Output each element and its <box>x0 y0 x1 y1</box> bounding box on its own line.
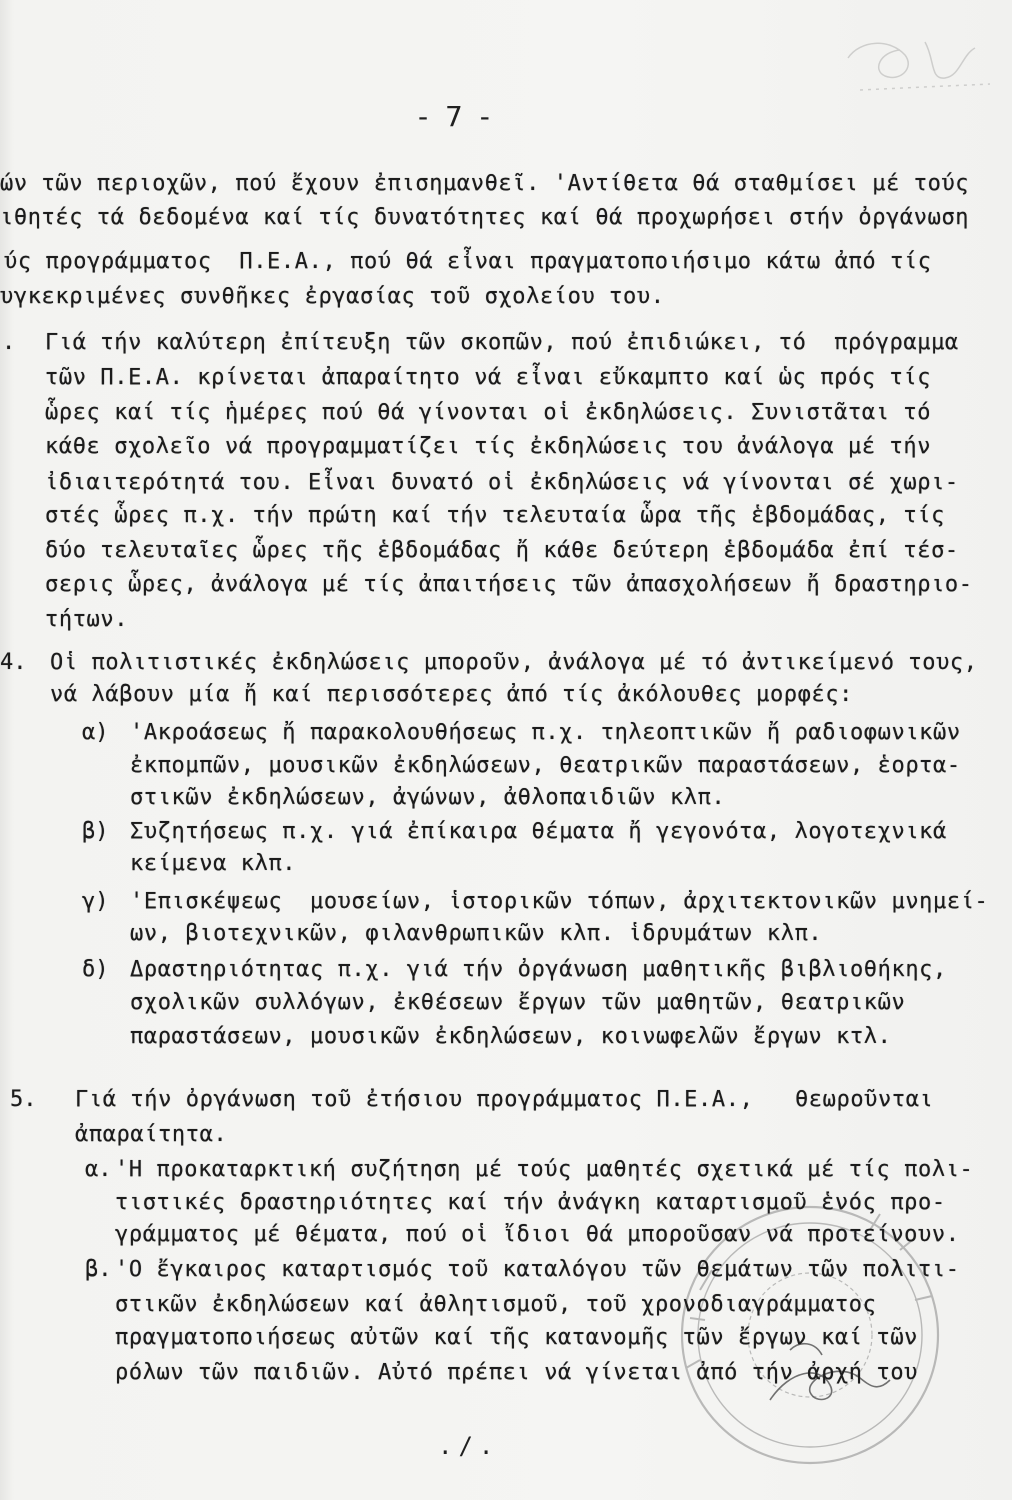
text-line: 'Επισκέψεως μουσείων, ἱστορικῶν τόπων, ἀρχιτεκτονικῶν μνημεί- <box>130 889 989 914</box>
text-line: υγκεκριμένες συνθῆκες ἐργασίας τοῦ σχολείου του. <box>0 284 665 309</box>
corner-handwritten-mark <box>848 42 990 90</box>
subitem-marker: β. <box>85 1257 112 1282</box>
subitem-marker: γ) <box>82 889 109 914</box>
item-marker: . <box>2 330 16 355</box>
text-line: ρόλων τῶν παιδιῶν. Αὐτό πρέπει νά γίνεται ἀπό τήν ἀρχή του <box>115 1360 919 1385</box>
text-line: ἰδιαιτερότητά του. Εἶναι δυνατό οἱ ἐκδηλώσεις νά γίνονται σέ χωρι- <box>45 470 959 495</box>
text-line: ιθητές τά δεδομένα καί τίς δυνατότητες καί θά προχωρήσει στήν ὀργάνωση <box>0 205 970 230</box>
text-line: στικῶν ἐκδηλώσεων καί ἀθλητισμοῦ, τοῦ χρονοδιαγράμματος <box>115 1292 877 1317</box>
item-marker: 4. <box>0 650 27 675</box>
text-line: γράμματος μέ θέματα, πού οἱ ἴδιοι θά μποροῦσαν νά προτείνουν. <box>115 1222 960 1247</box>
text-line: δύο τελευταῖες ὧρες τῆς ἑβδομάδας ἤ κάθε δεύτερη ἑβδομάδα ἐπί τέσ- <box>45 538 959 563</box>
text-line: σερις ὧρες, ἀνάλογα μέ τίς ἀπαιτήσεις τῶν ἀπασχολήσεων ἤ δραστηριο- <box>45 572 973 597</box>
text-line: ἀπαραίτητα. <box>75 1122 228 1147</box>
text-line: τήτων. <box>45 607 129 632</box>
text-line: ὧρες καί τίς ἡμέρες πού θά γίνονται οἱ ἐκδηλώσεις. Συνιστᾶται τό <box>45 400 932 425</box>
text-line: 'Η προκαταρκτική συζήτηση μέ τούς μαθητές σχετικά μέ τίς πολι- <box>115 1157 974 1182</box>
text-line: Οἱ πολιτιστικές ἐκδηλώσεις μποροῦν, ἀνάλογα μέ τό ἀντικείμενό τους, <box>50 650 978 675</box>
text-line: 'Ο ἔγκαιρος καταρτισμός τοῦ καταλόγου τῶν θεμάτων τῶν πολιτι- <box>115 1257 960 1282</box>
text-line: Συζητήσεως π.χ. γιά ἐπίκαιρα θέματα ἤ γεγονότα, λογοτεχνικά <box>130 819 947 844</box>
text-line: στικῶν ἐκδηλώσεων, ἀγώνων, ἀθλοπαιδιῶν κλπ. <box>130 785 726 810</box>
subitem-marker: α) <box>82 720 109 745</box>
text-line: ων, βιοτεχνικῶν, φιλανθρωπικῶν κλπ. ἱδρυμάτων κλπ. <box>130 921 823 946</box>
text-line: Γιά τήν καλύτερη ἐπίτευξη τῶν σκοπῶν, πού ἐπιδιώκει, τό πρόγραμμα <box>45 330 959 355</box>
text-line: τιστικές δραστηριότητες καί τήν ἀνάγκη καταρτισμοῦ ἑνός προ- <box>115 1190 946 1215</box>
text-line: ών τῶν περιοχῶν, πού ἔχουν ἐπισημανθεῖ. 'Αντίθετα θά σταθμίσει μέ τούς <box>0 171 970 196</box>
page-number: - 7 - <box>418 100 494 133</box>
text-line: κείμενα κλπ. <box>130 851 297 876</box>
text-line: Δραστηριότητας π.χ. γιά τήν ὀργάνωση μαθητικῆς βιβλιοθήκης, <box>130 957 947 982</box>
subitem-marker: β) <box>82 819 109 844</box>
text-line: κάθε σχολεῖο νά προγραμματίζει τίς ἐκδηλώσεις του ἀνάλογα μέ τήν <box>45 434 932 459</box>
continuation-mark: ./. <box>438 1432 500 1460</box>
item-marker: 5. <box>10 1087 37 1112</box>
subitem-marker: δ) <box>82 957 109 982</box>
text-line: παραστάσεων, μουσικῶν ἐκδηλώσεων, κοινωφελῶν ἔργων κτλ. <box>130 1024 892 1049</box>
text-line: στές ὧρες π.χ. τήν πρώτη καί τήν τελευταία ὧρα τῆς ἑβδομάδας, τίς <box>45 503 945 528</box>
text-line: ύς προγράμματος Π.Ε.Α., πού θά εἶναι πραγματοποιήσιμο κάτω ἀπό τίς <box>4 249 932 274</box>
subitem-marker: α. <box>85 1157 112 1182</box>
text-line: σχολικῶν συλλόγων, ἐκθέσεων ἔργων τῶν μαθητῶν, θεατρικῶν <box>130 990 906 1015</box>
text-line: τῶν Π.Ε.Α. κρίνεται ἀπαραίτητο νά εἶναι εὔκαμπτο καί ὡς πρός τίς <box>45 365 932 390</box>
text-line: ἐκπομπῶν, μουσικῶν ἐκδηλώσεων, θεατρικῶν παραστάσεων, ἑορτα- <box>130 753 961 778</box>
text-line: Γιά τήν ὀργάνωση τοῦ ἐτήσιου προγράμματος Π.Ε.Α., θεωροῦνται <box>75 1087 934 1112</box>
text-line: 'Ακροάσεως ἤ παρακολουθήσεως π.χ. τηλεοπτικῶν ἤ ραδιοφωνικῶν <box>130 720 961 745</box>
text-line: πραγματοποιήσεως αὐτῶν καί τῆς κατανομῆς τῶν ἔργων καί τῶν <box>115 1325 919 1350</box>
text-line: νά λάβουν μία ἤ καί περισσότερες ἀπό τίς ἀκόλουθες μορφές: <box>50 682 854 707</box>
